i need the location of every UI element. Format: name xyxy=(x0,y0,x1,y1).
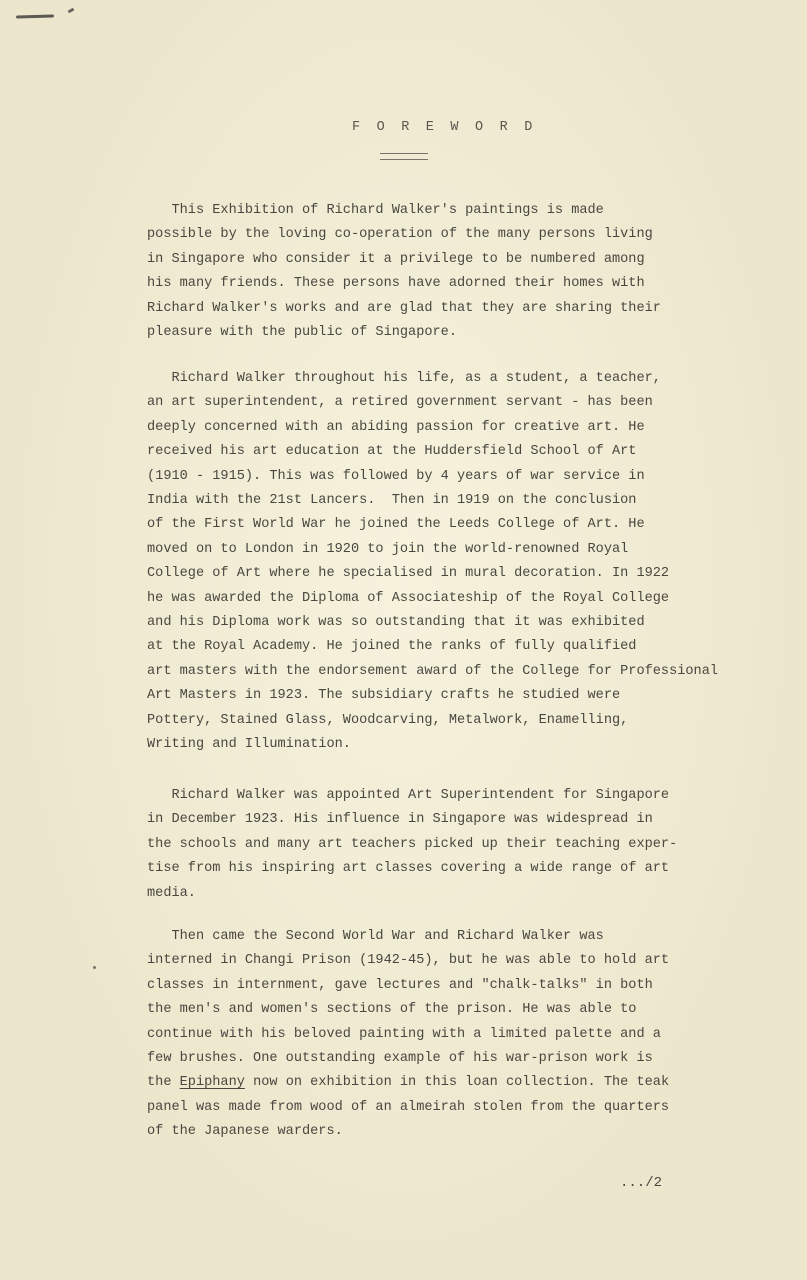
paragraph-war-internment xyxy=(147,925,669,1145)
text-line: Art Masters in 1923. The subsidiary crafts he studied were xyxy=(147,688,621,704)
text-line-with-title xyxy=(147,1071,669,1095)
text-line: India with the 21st Lancers. Then in 1919 on the conclusion xyxy=(147,493,637,509)
text-line: Writing and Illumination. xyxy=(147,737,351,753)
text-line: he was awarded the Diploma of Associateship of the Royal College xyxy=(147,590,670,606)
text-line: of the Japanese warders. xyxy=(147,1124,343,1140)
text-line: in Singapore who consider it a privilege to be numbered among xyxy=(147,251,645,267)
text-line: (1910 - 1915). This was followed by 4 years of war service in xyxy=(147,468,645,484)
text-line: his many friends. These persons have adorned their homes with xyxy=(147,276,645,292)
text-line: possible by the loving co-operation of the many persons living xyxy=(147,227,653,243)
text-line: Pottery, Stained Glass, Woodcarving, Metalwork, Enamelling, xyxy=(147,712,629,728)
scan-mark-small xyxy=(68,8,75,14)
text-line: of the First World War he joined the Leeds College of Art. He xyxy=(147,517,645,533)
text-line: panel was made from wood of an almeirah stolen from the quarters xyxy=(147,1099,670,1115)
text-line: tise from his inspiring art classes covering a wide range of art xyxy=(147,861,670,877)
text-line: few brushes. One outstanding example of his war-prison work is xyxy=(147,1051,653,1067)
text-line: Richard Walker's works and are glad that they are sharing their xyxy=(147,300,661,316)
text-line: pleasure with the public of Singapore. xyxy=(147,325,457,341)
text-line: the men's and women's sections of the prison. He was able to xyxy=(147,1002,637,1018)
page-continuation-marker: .../2 xyxy=(620,1175,663,1191)
page-title: F O R E W O R D xyxy=(352,120,537,135)
text-line: College of Art where he specialised in mural decoration. In 1922 xyxy=(147,566,670,582)
artwork-title-epiphany: Epiphany xyxy=(179,1075,245,1091)
line-suffix: now on exhibition in this loan collection. The teak xyxy=(244,1075,670,1091)
text-line: Then came the Second World War and Richard Walker was xyxy=(147,929,604,944)
text-line: classes in internment, gave lectures and "chalk-talks" in both xyxy=(147,977,653,993)
text-line: in December 1923. His influence in Singapore was widespread in xyxy=(147,812,653,828)
title-double-underline xyxy=(380,153,428,160)
paragraph-biography xyxy=(147,367,718,758)
line-prefix: the xyxy=(147,1075,180,1091)
text-line: interned in Changi Prison (1942-45), but he was able to hold art xyxy=(147,953,670,969)
text-line: This Exhibition of Richard Walker's paintings is made xyxy=(147,203,604,218)
text-line: and his Diploma work was so outstanding that it was exhibited xyxy=(147,615,645,631)
text-line: at the Royal Academy. He joined the ranks of fully qualified xyxy=(147,639,637,655)
paper-speck xyxy=(93,966,96,969)
text-line: an art superintendent, a retired government servant - has been xyxy=(147,395,653,411)
text-line: art masters with the endorsement award of the College for Professional xyxy=(147,663,719,679)
scan-mark xyxy=(16,15,54,19)
paragraph-exhibition-intro xyxy=(147,199,661,345)
text-line: the schools and many art teachers picked up their teaching exper- xyxy=(147,836,678,852)
text-line: received his art education at the Huddersfield School of Art xyxy=(147,444,637,460)
text-line: media. xyxy=(147,885,196,901)
text-line: continue with his beloved painting with a limited palette and a xyxy=(147,1026,661,1042)
text-line: Richard Walker was appointed Art Superintendent for Singapore xyxy=(147,788,670,803)
text-line: moved on to London in 1920 to join the world-renowned Royal xyxy=(147,541,629,557)
text-line: deeply concerned with an abiding passion for creative art. He xyxy=(147,419,645,435)
paragraph-singapore-appointment xyxy=(147,784,677,906)
text-line: Richard Walker throughout his life, as a student, a teacher, xyxy=(147,371,661,386)
